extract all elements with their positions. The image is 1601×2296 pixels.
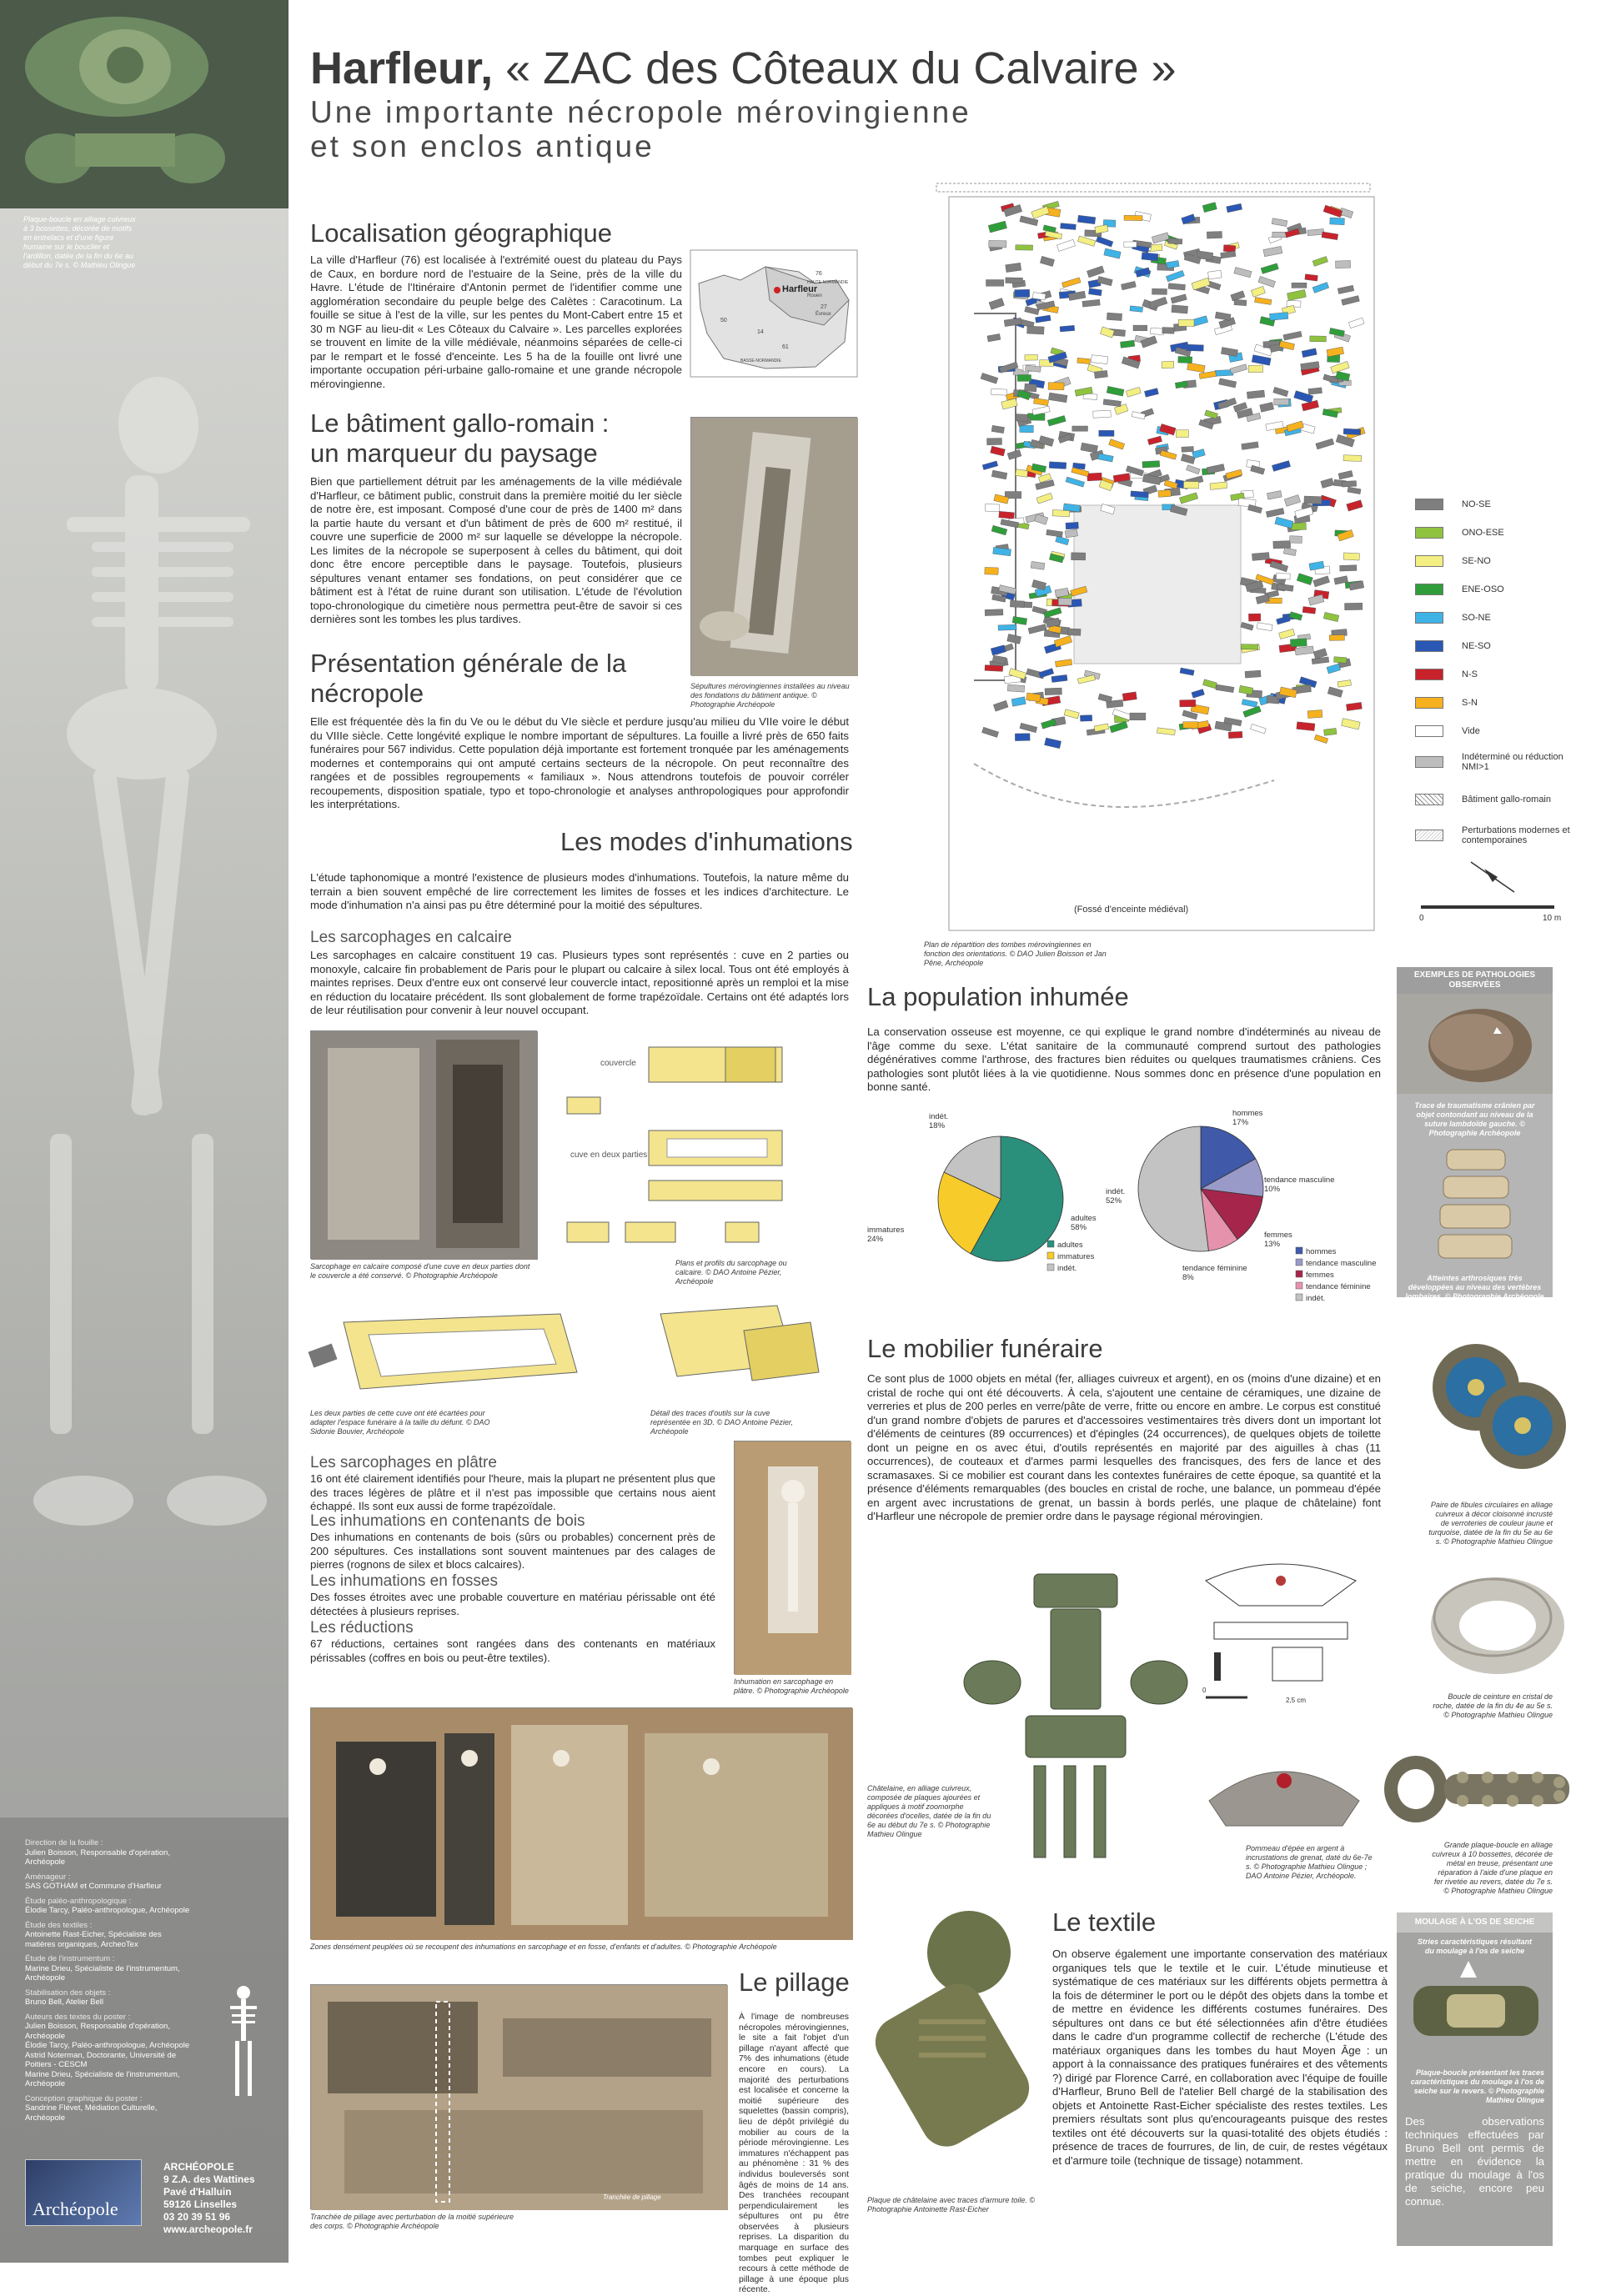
plaque-boucle-photo [0,0,289,208]
grave-mark [1290,639,1307,647]
pillage-caption: Tranchée de pillage avec perturbation de la moitié supérieure des corps. © Photographie Archéopole [310,2213,514,2230]
grave-mark [998,624,1016,630]
mobilier-title: Le mobilier funéraire [867,1334,1103,1363]
sarco-calcaire-text: Les sarcophages en calcaire constituent 19 cas. Plusieurs types sont représentés : cuve en 2 parties ou monoxyle, calcaire fin probablement de Paris pour le plupart ou calcaire à silex local. Tous ont été employés à maintes reprises. Deux d'entre eux ont conservé leur couvercle intact, repositionné après un remploi et la mise en réduction du locataire précédent. Ils sont globalement de forme trapézoïdale. Certains ont été adaptés lors de leur réutilisation pour convenir à leur nouvel occupant. [310,949,849,1016]
reductions-text: 67 réductions, certaines sont rangées dans des contenants en matériaux périssables (coffres en bois ou peut-être textiles). [310,1637,715,1664]
grave-mark [1183,722,1198,729]
grave-mark [1162,361,1174,368]
presentation-title: Présentation générale de la nécropole [310,649,627,708]
legend-item: N-S [1415,669,1478,680]
credit-item: Aménageur : SAS GOTHAM et Commune d'Harfleur [25,1872,162,1891]
label-tranchee: Tranchée de pillage [603,2193,661,2201]
grave-mark [1183,481,1198,489]
grave-mark [1142,461,1160,468]
legend-swatch [1415,756,1443,768]
skeleton-background-image [0,267,289,1767]
pie1-label-adultes: 58% [1071,1223,1087,1232]
legend-swatch [1296,1294,1302,1301]
grave-mark [1273,541,1291,549]
batiment-text: Bien que partiellement détruit par les aménagements de la ville médiévale d'Harfleur, ce bâtiment public, construit dans la première moitié du Ier siècle de notre ère, est imposant. Composé d'une cour de près de 1400 m² dans la partie haute du versant et d'un bâtiment de près de 600 m² restitué, il couvre une superficie de 2000 m² sur laquelle se développe la nécropole. Les limites de la nécropole se superposent à celles du bâtiment, qui doit donc être encore perceptible dans le paysage. Toutefois, plusieurs sépultures venant entamer ses fondations, on peut considérer que ce bâtiment est à l'état de ruine durant son utilisation. L'étude de l'évolution topo-chronologique du cimetière nous permettra peut-être de savoir si ces dernières sont les tombes les plus tardives. [310,475,682,625]
skull-photo [1397,994,1553,1094]
pie2-label-tendance-feminine: 8% [1182,1273,1194,1282]
legend-label: tendance féminine [1306,1282,1371,1291]
legend-swatch [1415,640,1443,652]
textile-title: Le textile [1052,1907,1157,1937]
pommeau-photo [1201,1734,1368,1842]
grave-mark [1052,510,1070,517]
plans-caption: Plans et profils du sarcophage ou calcaire. © DAO Antoine Pézier, Archéopole [675,1259,787,1286]
grave-mark [1176,430,1188,438]
grave-mark [1060,325,1075,332]
platre-photo [734,1441,851,1674]
grave-mark [1172,305,1188,313]
grave-mark [1061,223,1077,230]
mobilier-scale-0: 0 [1202,1687,1207,1694]
grave-mark [1015,289,1030,297]
batiment-photo-caption: Sépultures mérovingiennes installées au niveau des fondations du bâtiment antique. © Photographie Archéopole [690,682,850,709]
grave-mark [1025,354,1038,360]
legend-label: femmes [1306,1271,1334,1280]
grave-mark [1307,710,1322,719]
grave-mark [1027,326,1045,334]
pie1-label-immatures: 24% [867,1235,884,1244]
legend-item: Vide [1415,725,1480,737]
legend-swatch [1415,794,1443,805]
map-label: 27 [821,304,827,310]
legend-label: tendance masculine [1306,1259,1377,1268]
grave-mark [1072,553,1086,560]
legend-swatch [1415,584,1443,595]
moulage-photo [1397,1961,1553,2061]
legend-item: Bâtiment gallo-romain [1415,794,1551,805]
grave-mark [1178,319,1194,326]
batiment-title: Le bâtiment gallo-romain : un marqueur du paysage [310,409,610,468]
credit-item: Étude paléo-anthropologique : Élodie Tarcy, Paléo-anthropologue, Archéopole [25,1896,190,1915]
grave-mark [1045,688,1061,695]
zones-photo [310,1707,852,1939]
grave-mark [1168,238,1182,244]
map-label: 14 [757,329,764,335]
grave-mark [1308,388,1322,394]
legend-item: Indéterminé ou réduction NMI>1 [1415,752,1573,772]
mobilier-text: Ce sont plus de 1000 objets en métal (fer, alliages cuivreux et argent), en os (moins d'une dizaine) et en cristal de roche qui ont été découverts. À cela, s'ajoutent une centaine de céramiques, une dizaine de verreries et plus de 200 perles en verre/pâte de verre, fritte ou encore en ambre. Le corpus est constitué d'un grand nombre d'objets de parures et d'accessoires vestimentaires très divers dont un important lot d'éléments de ceintures (89 occurrences) et d'épingles (24 occurrences), de quelques objets de toilette dont un peigne en os avec étui, d'outils représentés en majorité par des aiguilles à chas (11 occurrences), de couteaux et d'armes parmi lesquelles des francisques, des fers de lance et des scramasaxes. Si ce mobilier est courant dans les contextes funéraires de cette époque, sa quantité et la présence d'éléments remarquables (des boucles en cristal de roche, une balance, un pommeau d'épée en argent avec incrustations de grenat, un bassin à bords perlés, une plaque de châtelaine) font d'Harfleur une nécropole de premier ordre dans le paysage régional mérovingien. [867,1372,1381,1522]
plaque-boucle-caption: Plaque-boucle en alliage cuivreux à 3 bossettes, décorée de motifs en entrelacs et d'une figure humaine sur le bouclier et l'ardillon, datée de la fin du 6e au début du 7e s. © Mathieu Olingue [23,215,136,269]
pie-slice-indt [1138,1126,1208,1251]
legend-swatch [1047,1252,1054,1259]
north-arrow-icon [1468,859,1518,897]
skeleton-icon [223,1984,263,2101]
page-subtitle-2: et son enclos antique [310,129,655,163]
pie2-label-indet: indét. [1106,1187,1126,1196]
map-label: 61 [782,344,789,350]
chatelaine-caption: Châtelaine, en alliage cuivreux, composée de plaques ajourées et appliques à motif zoomorphe décorées d'ocelles, datée de la fin du 6e au début du 7e s. © Photographie Mathieu Olingue [867,1784,991,1838]
pillage-text: À l'image de nombreuses nécropoles mérovingiennes, le site a fait l'objet d'un pillage n'ayant affecté que 7% des inhumations (étude encore en cours). La majorité des perturbations est localisée et concerne la moitié supérieure des squelettes (bassin compris), lieu de dépôt privilégié du mobilier au cours de la période mérovingienne. Les immatures n'échappent pas au phénomène : 31 % des individus bouleversés sont âgés de moins de 14 ans. Des tranchées recoupant perpendiculairement les sépultures ont pu être observées à plusieurs reprises. La disparition du marquage en surface des tombes peut expliquer le recours à cette méthode de pillage à une époque plus récente. [739,2013,849,2295]
zones-caption: Zones densément peuplées où se recoupent des inhumations en sarcophage et en fosse, d'enfants et d'adultes. © Photographie Archéopole [310,1943,777,1951]
grave-mark [987,438,1002,444]
grave-mark [1207,231,1222,238]
modes-title: Les modes d'inhumations [560,827,853,856]
grave-mark [1276,574,1290,579]
pathologies-box [1397,967,1553,1301]
grave-mark [1208,270,1222,279]
3d-caption: Détail des traces d'outils sur la cuve représentée en 3D. © DAO Antoine Pézier, Archéopole [650,1409,793,1436]
legend-label: hommes [1306,1247,1337,1256]
platre-text: 16 ont été clairement identifiés pour l'heure, mais la plupart ne présentent plus que des traces légères de plâtre et il n'est pas impossible que certains nous aient échappé. Ils sont eux aussi de forme trapézoïdale. [310,1472,715,1512]
sarcophage-photo-caption: Sarcophage en calcaire composé d'une cuve en deux parties dont le couvercle a été conservé. © Photographie Archéopole [310,1262,530,1280]
page-subtitle-1: Une importante nécropole mérovingienne [310,95,971,129]
grave-mark [1343,429,1361,435]
modes-text: L'étude taphonomique a montré l'existence de plusieurs modes d'inhumations. Toutefois, la nature même du terrain a bien souvent empêché de lire correctement les limites de fosses et les indices d'architecture. Le mode d'inhumation n'a ainsi pas pu être déterminé pour la moitié des sépultures. [310,871,849,911]
legend-label: indét. [1057,1264,1077,1273]
grave-mark [1131,491,1148,498]
grave-mark [1304,496,1322,504]
legend-item: ONO-ESE [1415,527,1504,539]
grave-mark [1068,629,1082,635]
grave-mark [1178,356,1192,363]
population-text: La conservation osseuse est moyenne, ce qui explique le grand nombre d'indéterminés au niveau de l'âge comme du sexe. L'état sanitaire de la communauté comprend surtout des pathologies dégénératives comme l'arthrose, des fractures bien réduites ou quelques traumatismes crâniens. Ces pathologies sont plutôt liées à la vie quotidienne. Nous sommes donc en présence d'une population en bonne santé. [867,1025,1381,1093]
legend-swatch [1415,697,1443,709]
grave-mark [1007,684,1024,692]
grave-mark [1130,713,1146,720]
sarcophage-plans [559,1030,842,1256]
legend-swatch [1047,1264,1054,1271]
legend-label: adultes [1057,1241,1083,1250]
grave-mark [1343,481,1357,487]
legend-item: NE-SO [1415,640,1491,652]
credit-item: Auteurs des textes du poster : Julien Boisson, Responsable d'opération, Archéopole Élodie Tarcy, Paléo-anthropologue, Archéopole Astrid Noterman, Doctorante, Université de Poitiers - CESCM Marine Drieu, Spécialiste de l'instrumentum, Archéopole [25,2012,190,2088]
credit-item: Direction de la fouille : Julien Boisson, Responsable d'opération, Archéopole [25,1838,170,1867]
legend-label: immatures [1057,1252,1095,1261]
grave-mark [1336,260,1351,268]
pillage-title: Le pillage [739,1968,850,1997]
sarcophage-3d-drawings [310,1297,827,1406]
plan-caption: Plan de répartition des tombes mérovingiennes en fonction des orientations. © DAO Julien Boisson et Jan Pêne, Archéopole [924,940,1107,967]
grave-mark [1124,242,1137,248]
legend-swatch [1296,1247,1302,1254]
grave-mark [1329,634,1344,640]
grave-mark [1016,414,1028,422]
grave-mark [1343,455,1362,462]
bois-text: Des inhumations en contenants de bois (sûrs ou probables) concernent près de 200 sépultures. Ces installations sont souvent maintenues par des calages de pierres (rognons de silex et blocs calcaires). [310,1531,715,1571]
page-title: Harfleur, « ZAC des Côteaux du Calvaire » [310,43,1177,93]
grave-mark [985,609,1003,616]
plaque-boucle-10-bossettes-photo [1379,1739,1579,1839]
legend-item: NO-SE [1415,499,1491,510]
label-couvercle: couvercle [600,1059,636,1068]
legend-label: indét. [1306,1294,1326,1303]
pie2-label-hommes: 17% [1232,1118,1249,1127]
grave-mark [1107,313,1122,321]
legend-item: Perturbations modernes et contemporaines [1415,825,1573,845]
plaque-caption: Grande plaque-boucle en alliage cuivreux à 10 bossettes, décorée de métal en treuse, présentant une réparation à l'aide d'une plaque en fer rivetée au revers, datée du 7e s. © Photographie Mathieu Olingue [1432,1841,1553,1895]
moulage-caption-top: Stries caractéristiques résultant du moulage à l'os de seiche [1417,1938,1533,1955]
pie2-label-femmes: 13% [1264,1240,1281,1249]
pie1-label-immatures: immatures [867,1226,905,1235]
label-cuve: cuve en deux parties [570,1151,648,1160]
pie2-label-tendance-masculine: 10% [1264,1185,1281,1194]
grave-mark [985,665,1003,672]
bois-title: Les inhumations en contenants de bois [310,1512,585,1530]
legend-swatch [1296,1259,1302,1266]
grave-mark [1291,523,1306,530]
grave-mark [1152,288,1167,294]
grave-mark [1048,383,1064,390]
grave-mark [1248,365,1262,373]
vertebrae-photo [1397,1141,1553,1266]
grave-mark [1182,446,1194,452]
mobilier-scale-end: 2,5 cm [1286,1697,1307,1704]
platre-caption: Inhumation en sarcophage en plâtre. © Photographie Archéopole [734,1677,849,1695]
batiment-photo [690,417,857,675]
legend-swatch [1415,527,1443,539]
grave-mark [1015,734,1030,741]
grave-mark [1158,490,1172,498]
grave-mark [1228,731,1242,738]
pie2-label-indet: 52% [1106,1196,1122,1206]
map-label: HAUTE-NORMANDIE [807,280,849,285]
legend-item: ENE-OSO [1415,584,1504,595]
pillage-photo [310,1984,727,2209]
legend-swatch [1415,725,1443,737]
grave-mark [1345,603,1363,609]
grave-mark [1066,522,1079,529]
legend-item: SO-NE [1415,612,1491,624]
grave-mark [1150,328,1163,334]
address-block: ARCHÉOPOLE 9 Z.A. des Wattines Pavé d'Halluin 59126 Linselles 03 20 39 51 96 www.archeopole.fr [163,2161,255,2235]
cristal-buckle-photo [1418,1567,1573,1684]
pathologies-header: EXEMPLES DE PATHOLOGIES OBSERVÉES [1397,967,1553,994]
grave-mark [1094,370,1107,378]
pie2-label-hommes: hommes [1232,1109,1263,1118]
normandy-map [690,250,857,377]
left-decorative-band [0,0,289,2263]
sarcophage-photo [310,1030,537,1259]
pie2-label-tendance-feminine: tendance féminine [1182,1264,1247,1273]
grave-mark [985,504,999,512]
pie2-label-femmes: femmes [1264,1231,1292,1240]
grave-mark [1310,336,1327,342]
pie1-label-indet: indét. [929,1112,949,1121]
grave-mark [1180,699,1196,707]
pathologies-caption-2: Atteintes arthrosiques très développées au niveau des vertèbres lombaires. © Photographie Archéopole [1405,1274,1544,1301]
grave-mark [1058,598,1072,605]
pie2-label-tendance-masculine: tendance masculine [1264,1176,1335,1185]
population-pie-charts [867,1099,1393,1317]
grave-mark [1087,473,1102,481]
legend-swatch [1047,1241,1054,1247]
legend-swatch [1415,499,1443,510]
grave-mark [1017,375,1031,382]
credit-item: Étude de l'instrumentum : Marine Drieu, Spécialiste de l'instrumentum, Archéopole [25,1954,180,1983]
grave-mark [989,240,1006,248]
grave-mark [1162,328,1174,334]
scale-start: 0 [1419,914,1424,923]
legend-item: SE-NO [1415,555,1491,567]
moulage-text: Des observations techniques effectuées par Bruno Bell ont permis de mettre en évidence la pratique du moulage à l'os de seiche, encore peu connue. [1405,2115,1544,2208]
moulage-header: MOULAGE À L'OS DE SEICHE [1397,1912,1553,1933]
grave-mark [1290,536,1302,544]
legend-swatch [1415,612,1443,624]
presentation-text: Elle est fréquentée dès la fin du Ve ou le début du VIe siècle et perdure jusqu'au milieu du VIIe voire le début du VIIIe siècle. Cette longévité explique le nombre important de sépultures. La fouille a livré près de 650 faits funéraires pour 567 individus. Cette population déjà importante est fortement tronquée par les aménagements modernes et contemporains qui ont amputé certains secteurs de la nécropole. On peut reconnaître des rangées et de possibles regroupements « familiaux ». Nous attendrons toutefois de pouvoir corréler recoupements, disposition spatiale, typo et topo-chronologie et analyses anthropologiques pour approfondir les interprétations. [310,715,849,810]
textile-caption: Plaque de châtelaine avec traces d'armure toile. © Photographie Antoinette Rast-Eicher [867,2196,1035,2213]
map-label: 50 [720,318,727,323]
grave-mark [1234,299,1247,306]
moulage-box [1397,1912,1553,2246]
pie1-label-indet: 18% [929,1121,946,1130]
localisation-text: La ville d'Harfleur (76) est localisée à l'extrémité ouest du plateau du Pays de Caux, en bordure nord de l'estuaire de la Seine, près de la ville du Havre. L'étude de l'Itinéraire d'Antonin permet de l'identifier comme une agglomération secondaire du peuple belge des Calètes : Caracotinum. La fouille se situe à l'est de la ville, sur les pentes du Mont-Cabert entre 15 et 30 m NGF au lieu-dit « Les Côteaux du Calvaire ». Les parcelles explorées se trouvent en limite de la ville médiévale, néanmoins séparées de celle-ci par le rempart et le fossé d'enceinte. Les 5 ha de la fouille ont livré une importante occupation péri-urbaine gallo-romaine et une grande nécropole mérovingienne. [310,253,682,390]
cristal-caption: Boucle de ceinture en cristal de roche, datée de la fin du 4e au 5e s. © Photographie Mathieu Olingue [1433,1692,1553,1719]
grave-mark [1077,358,1091,363]
grave-mark [1270,313,1288,321]
cemetery-plan [924,180,1391,939]
textile-text: On observe également une importante conservation des matériaux organiques tels que le textile et le cuir. L'étude minutieuse et systématique de ces matériaux sur les différents objets permettra à la fois de déterminer le port ou le dépôt des objets dans la tombe et de mettre en évidence les différents costumes funéraires. Des sépultures ont dans ce but été sélectionnées afin d'être étudiées dans le cadre d'un programme collectif de recherche (L'étude des matériaux organiques dans les tombes du haut Moyen Âge : un apport à la connaissance des pratiques funéraires et des vêtements ?) dirigé par Florence Carré, en collaboration avec l'équipe de fouille d'Harfleur, Bruno Bell de l'atelier Bell chargé de la stabilisation des objets et Antoinette Rast-Eicher spécialiste des restes textiles. Les premiers résultats sont plus qu'encourageants puisque des restes textiles ont été découverts sur la quasi-totalité des objets étudiés : présence de traces de fourrures, de lin, de cuir, de restes végétaux et d'armure toile (technique de tissage) notamment. [1052,1948,1388,2167]
grave-mark [991,389,1007,395]
grave-mark [999,511,1015,519]
map-label: Harfleur [782,284,818,294]
legend-item: S-N [1415,697,1478,709]
grave-mark [1142,253,1158,261]
grave-mark [1248,614,1260,621]
grave-mark [1324,728,1337,735]
legend-swatch [1415,555,1443,567]
map-label: 76 [816,271,822,277]
map-label: Rouen [807,293,822,298]
grave-mark [1133,325,1147,331]
population-title: La population inhumée [867,982,1129,1011]
grave-mark [1124,215,1142,220]
plan-scale-bar [1418,902,1568,930]
archeopole-logo: Archéopole [25,2159,142,2226]
fosses-text: Des fosses étroites avec une probable couverture en matériau périssable ont été détectées à plusieurs reprises. [310,1591,715,1617]
grave-mark [1241,644,1257,649]
poster-header [310,43,1478,163]
legend-swatch [1296,1271,1302,1277]
credit-item: Étude des textiles : Antoinette Rast-Eicher, Spécialiste des matières organiques, ArcheoTex [25,1920,162,1949]
parts-caption: Les deux parties de cette cuve ont été écartées pour adapter l'espace funéraire à la taille du défunt. © DAO Sidonie Bouvier, Archéopole [310,1409,490,1436]
scale-end: 10 m [1543,914,1562,923]
grave-mark [1330,218,1345,225]
grave-mark [1049,462,1066,469]
grave-mark [1006,278,1023,283]
credit-item: Conception graphique du poster : Sandrine Flévet, Médiation Culturelle, Archéopole [25,2093,158,2123]
grave-mark [1093,410,1112,418]
textile-photo [861,1902,1047,2186]
grave-mark [985,567,998,574]
grave-mark [1272,232,1286,238]
fosses-title: Les inhumations en fosses [310,1572,498,1590]
grave-mark [1340,565,1357,571]
legend-swatch [1415,830,1443,841]
pommeau-drawing [1197,1556,1364,1714]
grave-mark [1186,344,1203,351]
map-label: BASSE-NORMANDIE [740,358,781,363]
credit-item: Stabilisation des objets : Bruno Bell, Atelier Bell [25,1988,111,2007]
reductions-title: Les réductions [310,1619,414,1637]
legend-swatch [1415,669,1443,680]
legend-swatch [1296,1282,1302,1289]
pie1-label-adultes: adultes [1071,1214,1097,1223]
chatelaine-photo [959,1566,1192,1866]
grave-mark [1292,283,1307,288]
credits-block [25,1838,192,2128]
grave-mark [1024,384,1036,392]
grave-mark [1010,600,1024,608]
grave-mark [1245,670,1261,678]
grave-mark [1020,425,1034,433]
sarco-calcaire-title: Les sarcophages en calcaire [310,929,512,946]
grave-mark [1099,430,1114,436]
grave-mark [1072,426,1088,431]
grave-mark [1091,355,1107,364]
grave-mark [1307,229,1324,236]
pathologies-caption-1: Trace de traumatisme crânien par objet contondant au niveau de la suture lambdoïde gauche. © Photographie Archéopole [1414,1101,1535,1137]
fibules-photo [1418,1329,1573,1484]
grave-mark [1252,553,1269,561]
moulage-caption-photo: Plaque-boucle présentant les traces caractéristiques du moulage à l'os de seiche sur le revers. © Photographie Mathieu Olingue [1410,2068,1544,2104]
fibules-caption: Paire de fibules circulaires en alliage cuivreux à décor cloisonné incrusté de verroteries de couleur jaune et turquoise, datée de la fin du 5e au 6e s. © Photographie Mathieu Olingue [1428,1501,1553,1546]
grave-mark [1080,715,1092,722]
fosse-label: (Fossé d'enceinte médiéval) [1074,905,1189,915]
grave-mark [1016,245,1033,250]
localisation-title: Localisation géographique [310,218,612,248]
grave-mark [1334,657,1348,664]
pommeau-caption: Pommeau d'épée en argent à incrustations de grenat, daté du 6e-7e s. © Photographie Mathieu Olingue ; DAO Antoine Pézier, Archéopole. [1246,1844,1373,1880]
platre-title: Les sarcophages en plâtre [310,1454,497,1471]
grave-mark [1274,399,1289,405]
grave-mark [1343,553,1359,560]
grave-mark [986,280,1004,287]
map-label: Évreux [816,312,831,317]
